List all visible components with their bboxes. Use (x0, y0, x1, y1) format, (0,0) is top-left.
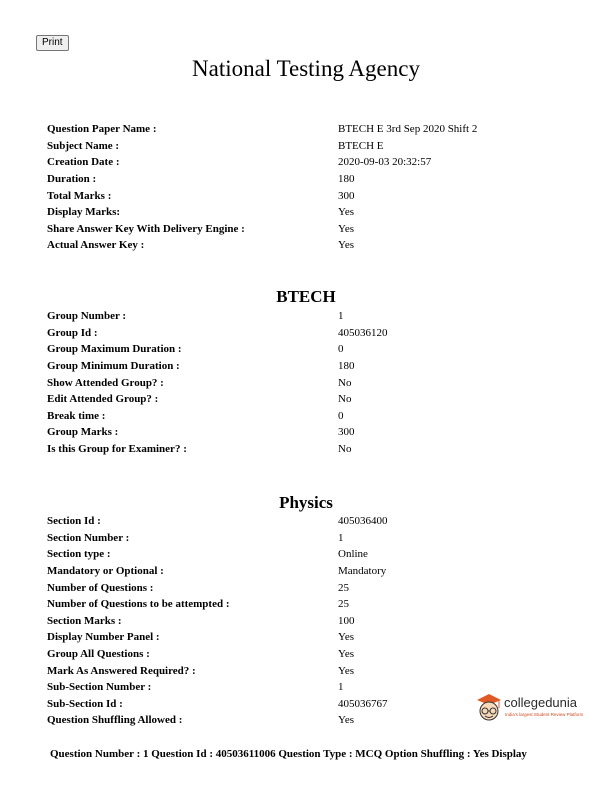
info-value: 1 (338, 681, 344, 694)
info-value: Yes (338, 222, 355, 235)
info-row (47, 546, 567, 563)
info-row (47, 629, 567, 646)
info-value: 25 (338, 598, 349, 611)
info-label: Group Id : (47, 326, 98, 339)
info-label: Question Shuffling Allowed : (47, 714, 183, 727)
info-value: No (338, 376, 352, 389)
info-value: 0 (338, 343, 344, 356)
info-value: Yes (338, 239, 355, 252)
info-row (47, 308, 567, 325)
info-value: BTECH E 3rd Sep 2020 Shift 2 (338, 123, 478, 136)
info-row (47, 171, 567, 188)
info-label: Group All Questions : (47, 648, 150, 661)
info-label: Actual Answer Key : (47, 239, 145, 252)
logo-text: collegedunia (504, 695, 578, 710)
info-value: Yes (338, 714, 355, 727)
info-value: 300 (338, 426, 355, 439)
info-label: Group Minimum Duration : (47, 360, 180, 373)
info-value: 0 (338, 409, 344, 422)
info-label: Show Attended Group? : (47, 376, 164, 389)
info-value: 405036767 (338, 697, 388, 710)
info-row (47, 662, 567, 679)
info-label: Sub-Section Number : (47, 681, 152, 694)
info-label: Total Marks : (47, 189, 112, 202)
info-row (47, 441, 567, 458)
info-label: Number of Questions to be attempted : (47, 598, 230, 611)
question-info-line: Question Number : 1 Question Id : 40503611006 Question Type : MCQ Option Shuffling : Yes Display (50, 748, 527, 760)
mascot-icon (474, 691, 504, 725)
info-row (47, 358, 567, 375)
collegedunia-logo (474, 691, 594, 725)
info-value: Yes (338, 648, 355, 661)
info-row (47, 138, 567, 155)
info-value: BTECH E (338, 139, 384, 152)
info-value: Yes (338, 206, 355, 219)
info-value: Mandatory (338, 565, 387, 578)
info-label: Creation Date : (47, 156, 120, 169)
info-row (47, 596, 567, 613)
info-row (47, 341, 567, 358)
info-value: 100 (338, 614, 355, 627)
info-label: Display Marks: (47, 206, 121, 219)
info-label: Subject Name : (47, 139, 120, 152)
info-label: Duration : (47, 173, 97, 186)
info-value: No (338, 393, 352, 406)
info-row (47, 325, 567, 342)
info-label: Group Marks : (47, 426, 119, 439)
info-row (47, 579, 567, 596)
info-label: Section Number : (47, 531, 130, 544)
info-label: Group Maximum Duration : (47, 343, 182, 356)
info-value: 1 (338, 310, 344, 323)
info-label: Mandatory or Optional : (47, 565, 164, 578)
info-row (47, 408, 567, 425)
info-value: 405036120 (338, 326, 388, 339)
info-row (47, 513, 567, 530)
info-value: Yes (338, 631, 355, 644)
info-row (47, 221, 567, 238)
info-label: Edit Attended Group? : (47, 393, 159, 406)
info-row (47, 613, 567, 630)
group-heading: BTECH (276, 287, 336, 306)
info-value: 405036400 (338, 515, 388, 528)
info-row (47, 391, 567, 408)
info-label: Break time : (47, 409, 106, 422)
info-label: Display Number Panel : (47, 631, 160, 644)
info-label: Section Marks : (47, 614, 122, 627)
info-row (47, 187, 567, 204)
info-row (47, 154, 567, 171)
paper-info-table (47, 121, 567, 254)
info-row (47, 530, 567, 547)
info-label: Section Id : (47, 515, 101, 528)
group-info-table (47, 308, 567, 457)
print-button[interactable]: Print (36, 35, 69, 51)
info-label: Question Paper Name : (47, 123, 157, 136)
info-row (47, 204, 567, 221)
info-value: Online (338, 548, 368, 561)
info-label: Group Number : (47, 310, 127, 323)
info-row (47, 424, 567, 441)
page-title: National Testing Agency (192, 56, 420, 81)
info-value: 25 (338, 581, 349, 594)
info-label: Is this Group for Examiner? : (47, 443, 187, 456)
info-value: Yes (338, 664, 355, 677)
info-row (47, 563, 567, 580)
logo-tagline: India's largest Student Review Platform (505, 712, 584, 717)
info-label: Mark As Answered Required? : (47, 664, 196, 677)
info-label: Section type : (47, 548, 111, 561)
info-label: Share Answer Key With Delivery Engine : (47, 222, 245, 235)
info-label: Sub-Section Id : (47, 697, 123, 710)
info-row (47, 374, 567, 391)
info-value: 1 (338, 531, 344, 544)
info-row (47, 121, 567, 138)
info-value: 180 (338, 173, 355, 186)
info-row (47, 237, 567, 254)
info-label: Number of Questions : (47, 581, 154, 594)
info-value: 2020-09-03 20:32:57 (338, 156, 432, 169)
section-heading: Physics (279, 493, 333, 512)
info-value: 180 (338, 360, 355, 373)
info-value: No (338, 443, 352, 456)
info-row (47, 646, 567, 663)
info-value: 300 (338, 189, 355, 202)
